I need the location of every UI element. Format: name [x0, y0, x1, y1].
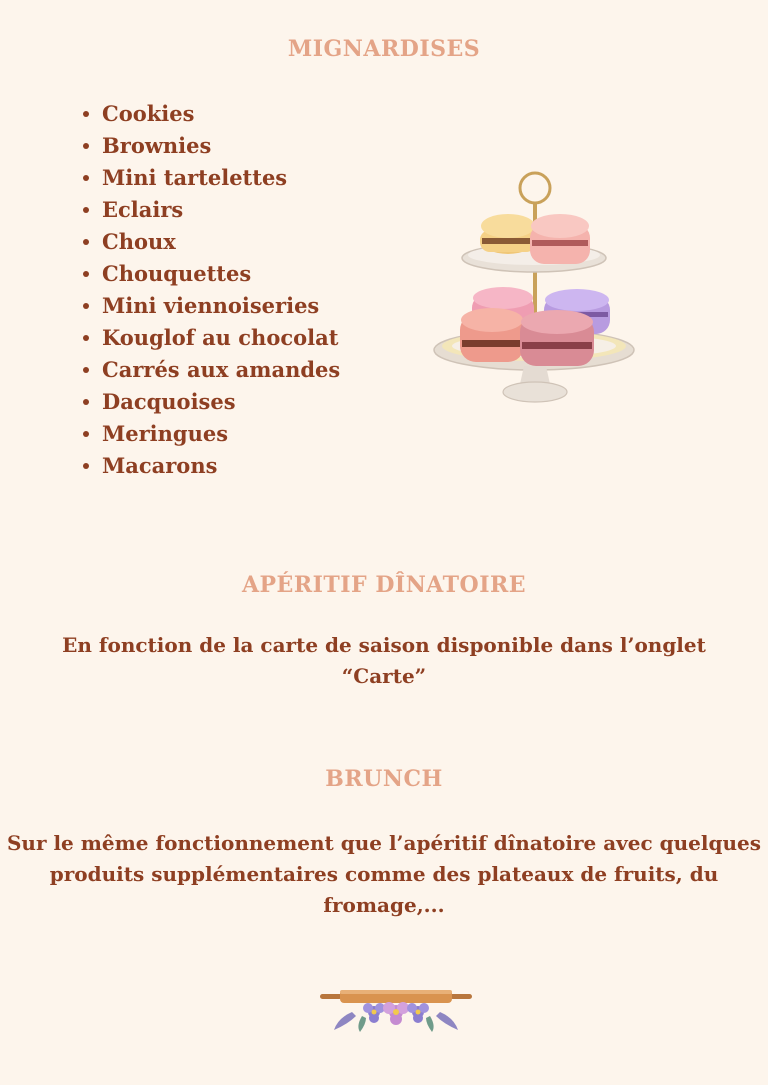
- list-item: Choux: [80, 226, 340, 258]
- list-item: Brownies: [80, 130, 340, 162]
- aperitif-description: En fonction de la carte de saison disponible dans l’onglet “Carte”: [62, 633, 706, 688]
- list-item: Eclairs: [80, 194, 340, 226]
- rolling-pin-flowers-illustration: [318, 982, 474, 1034]
- list-item: Meringues: [80, 418, 340, 450]
- list-item: Kouglof au chocolat: [80, 322, 340, 354]
- mignardises-title: MIGNARDISES: [287, 36, 481, 62]
- list-item: Mini viennoiseries: [80, 290, 340, 322]
- list-item: Macarons: [80, 450, 340, 482]
- aperitif-title: APÉRITIF DÎNATOIRE: [241, 572, 527, 598]
- list-item: Mini tartelettes: [80, 162, 340, 194]
- brunch-title: BRUNCH: [325, 766, 443, 792]
- list-item: Chouquettes: [80, 258, 340, 290]
- list-item: Dacquoises: [80, 386, 340, 418]
- mignardises-list: [80, 98, 340, 482]
- list-item: Cookies: [80, 98, 340, 130]
- list-item: Carrés aux amandes: [80, 354, 340, 386]
- macaron-stand-illustration: [428, 170, 638, 410]
- brunch-description: Sur le même fonctionnement que l’apéritif dînatoire avec quelques produits supplémentaires comme des plateaux de fruits, du fromage,...: [6, 831, 762, 917]
